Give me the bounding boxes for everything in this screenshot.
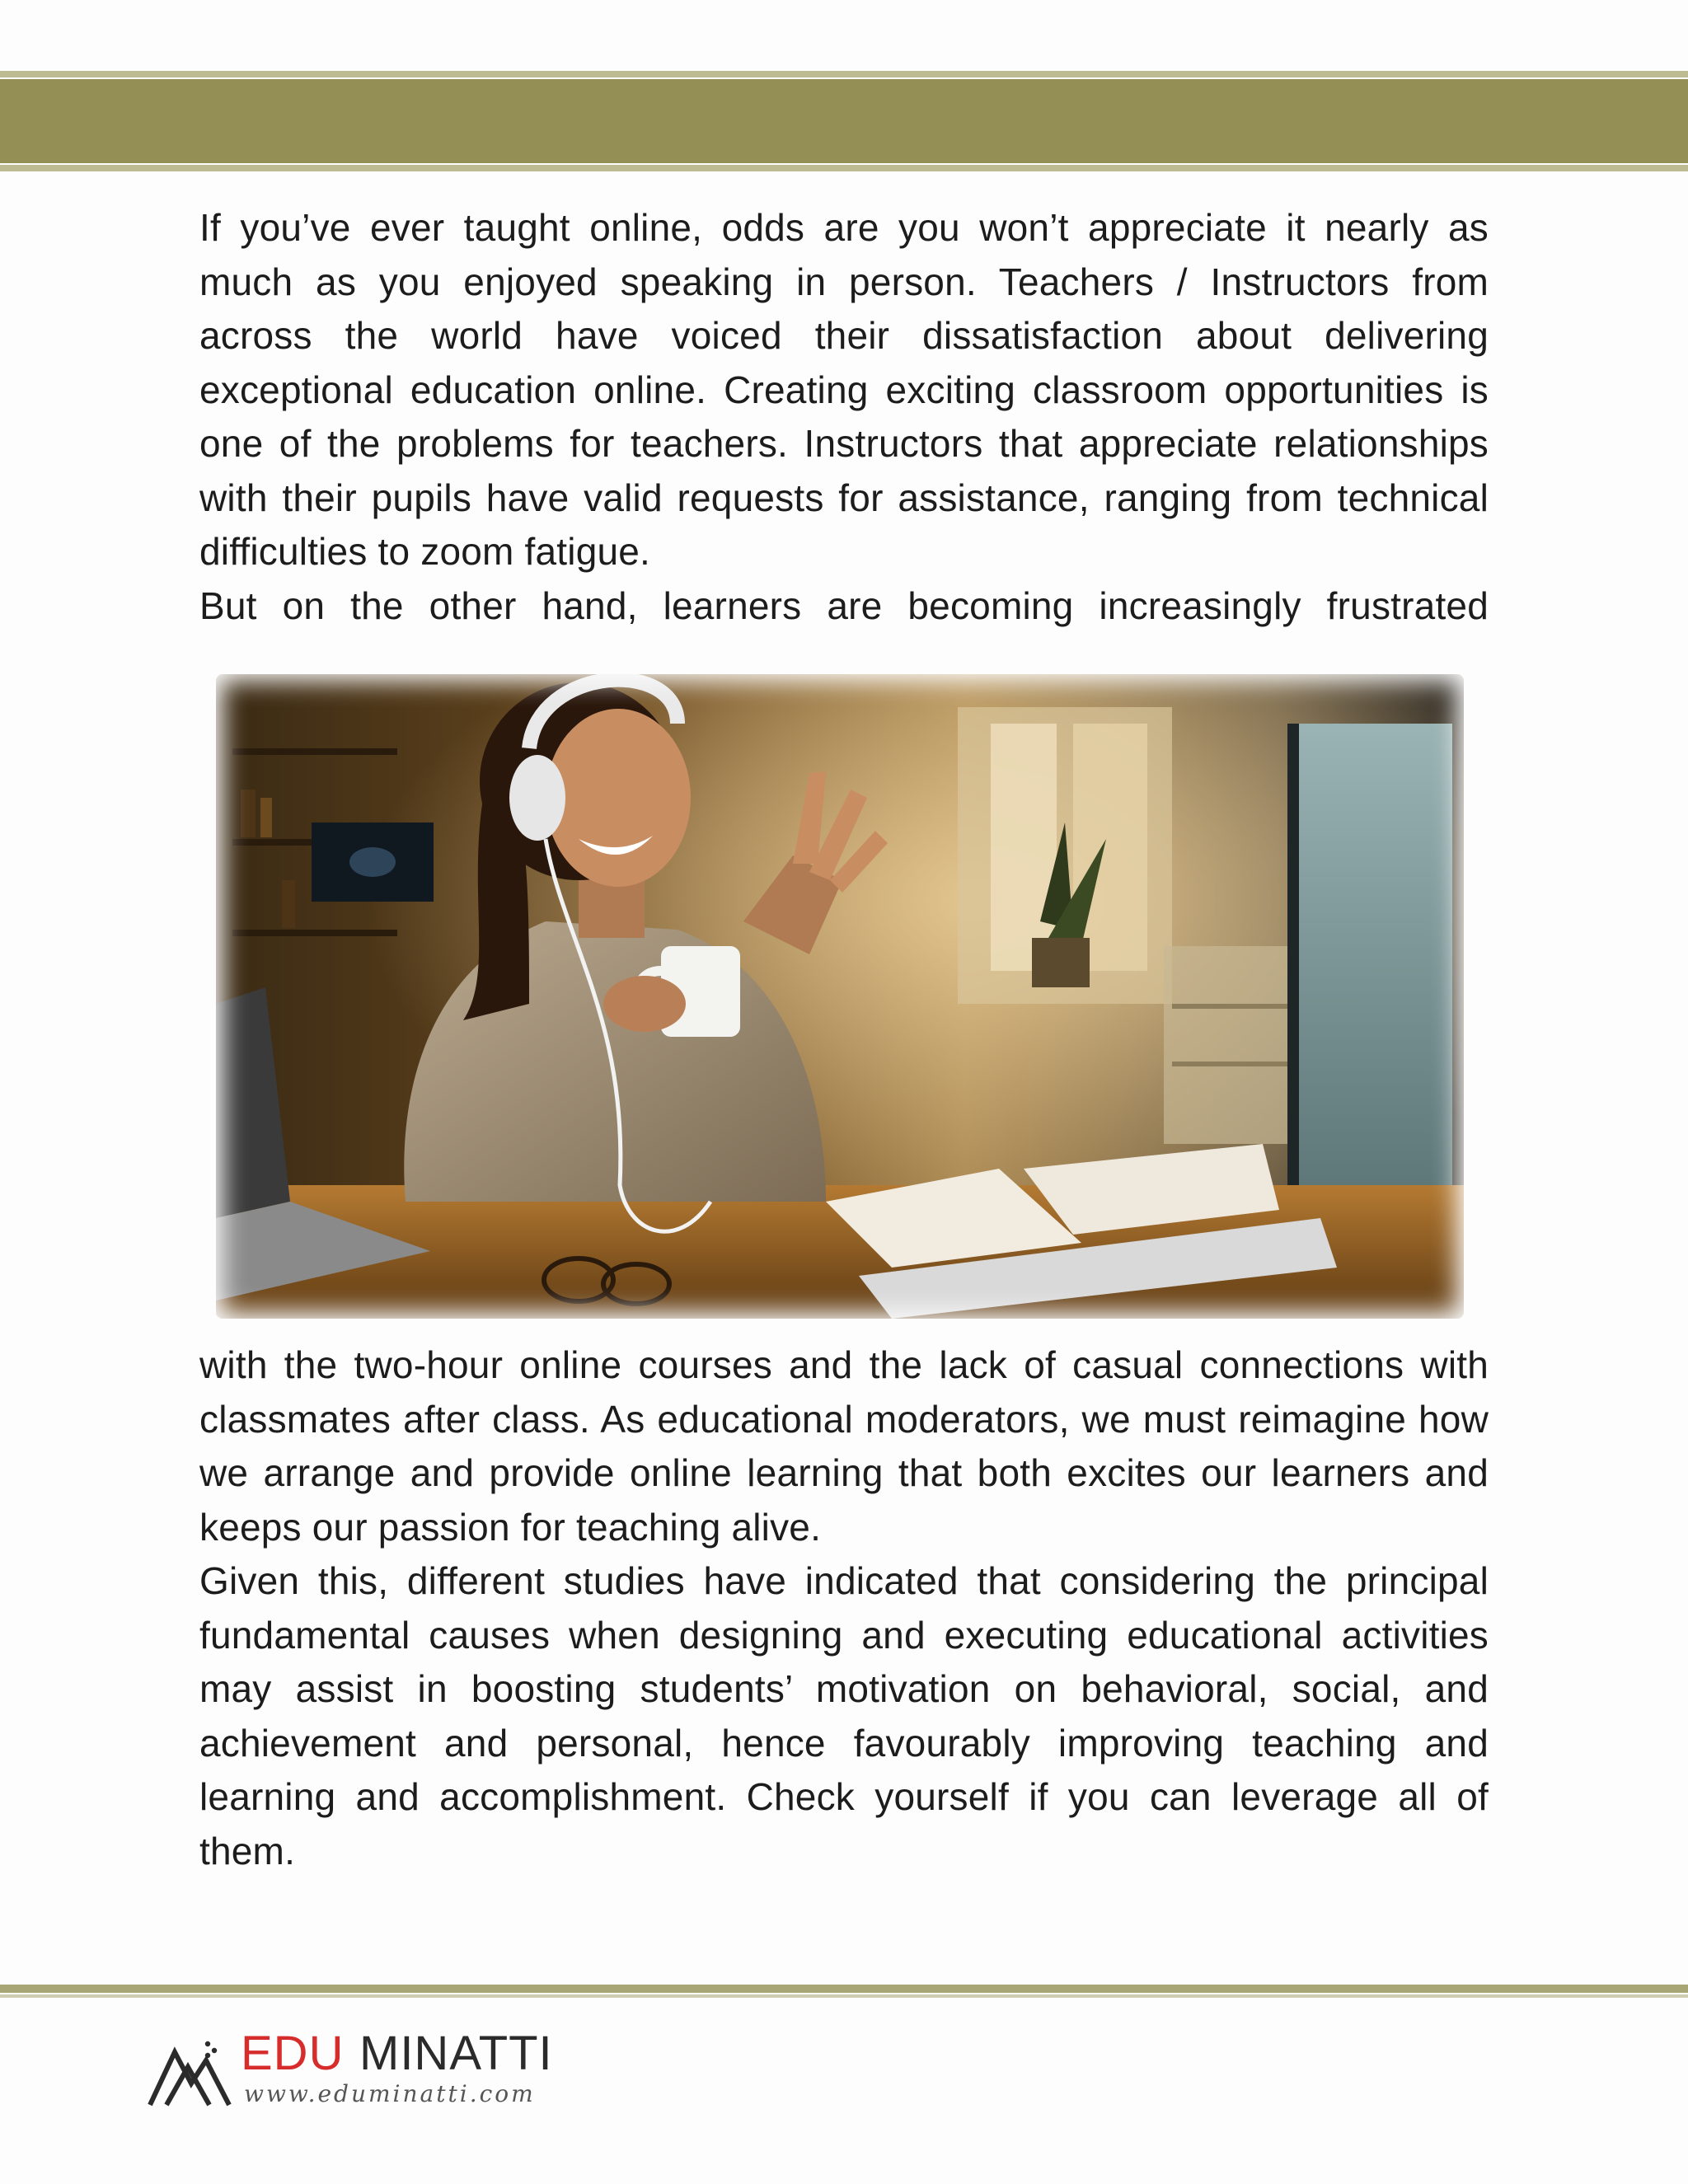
logo-website-url: www.eduminatti.com (244, 2080, 536, 2107)
header-top-rule (0, 71, 1688, 77)
mountain-logo-icon (147, 2032, 232, 2108)
woman-online-class-photo (216, 674, 1464, 1319)
header-bottom-rule (0, 165, 1688, 171)
paragraph-2-start: But on the other hand, learners are becoming increasingly frustrated (199, 583, 1489, 627)
header-band (0, 79, 1688, 163)
logo-text-minatti: MINATTI (359, 2027, 553, 2080)
paragraph-1: If you’ve ever taught online, odds are you won’t appreciate it nearly as much as you enjoyed speaking in person. Teachers / Instructors from across the world have voiced their dissatisfaction about delivering exceptional education online. Creating exciting classroom opportunities is one of the problems for teachers. Instructors that appreciate relationships with their pupils have valid requests for assistance, ranging from technical difficulties to zoom fatigue. (199, 206, 1489, 573)
footer-rule-thin (0, 1994, 1688, 1998)
article-top-text (199, 201, 1489, 633)
logo-text-edu: EDU (241, 2027, 345, 2080)
paragraph-2-end: with the two-hour online courses and the lack of casual connections with classmates after class. As educational moderators, we must reimagine how we arrange and provide online learning that both excites our learners and keeps our passion for teaching alive. (199, 1343, 1489, 1549)
edu-minatti-logo (147, 2027, 553, 2118)
article-bottom-text (199, 1338, 1489, 1878)
paragraph-3: Given this, different studies have indicated that considering the principal fundamental causes when designing and executing educational activities may assist in boosting students’ motivation on behavioral, social, and achievement and personal, hence favourably improving teaching and learning and accomplishment. Check yourself if you can leverage all of them. (199, 1559, 1489, 1872)
footer-rule (0, 1985, 1688, 1993)
